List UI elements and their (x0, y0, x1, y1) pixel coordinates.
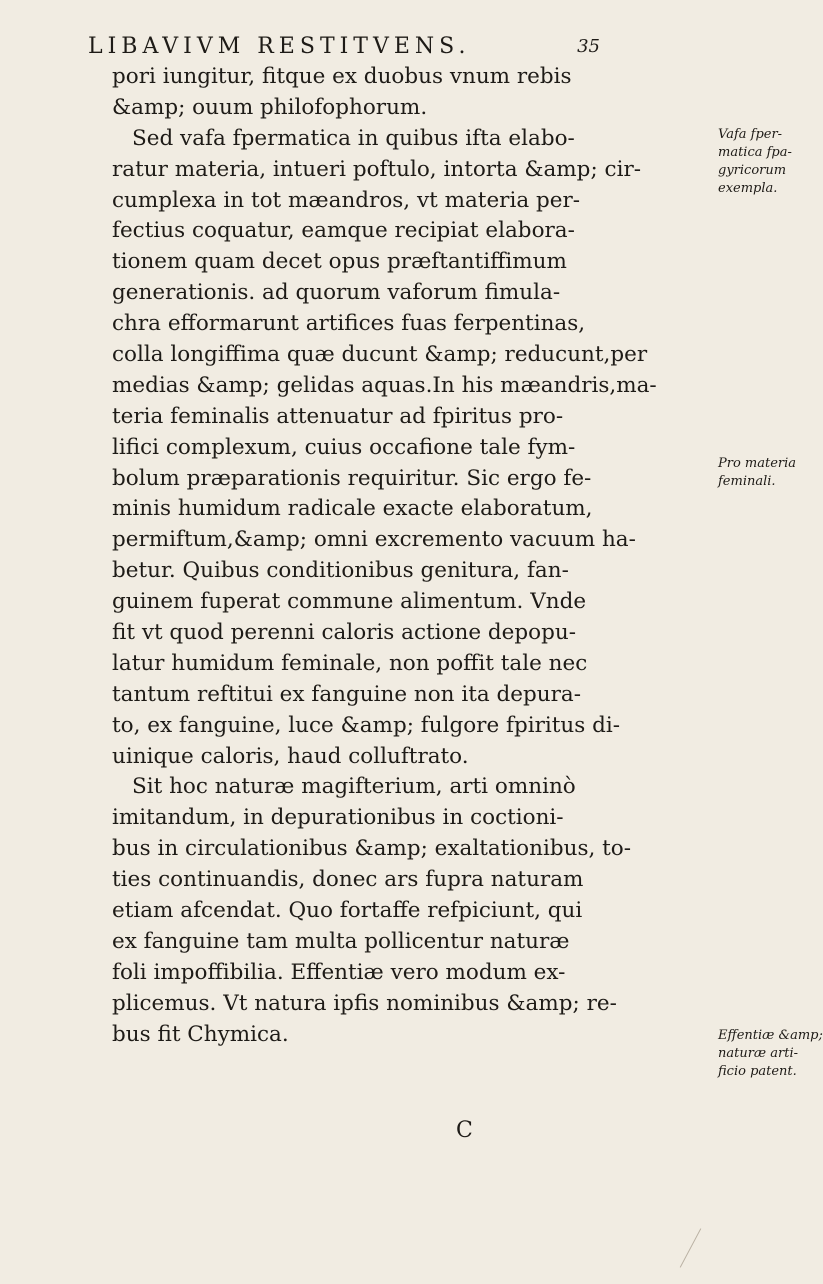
text-line: fectius coquatur, eamque recipiat elabora- (112, 218, 575, 244)
margin-note-line: ficio patent. (718, 1064, 797, 1079)
text-line: ratur materia, intueri poftulo, intorta &amp; cir- (112, 156, 641, 182)
page-number: 35 (577, 36, 600, 57)
page-header (88, 30, 688, 64)
margin-note-line: matica fpa- (718, 145, 792, 160)
text-line: lifici complexum, cuius occafione tale fym- (112, 434, 576, 460)
paper-mark (680, 1228, 702, 1267)
text-line: uinique caloris, haud colluftrato. (112, 743, 469, 769)
margin-note-line: Effentiæ &amp; (718, 1028, 823, 1043)
margin-note-line: naturæ arti- (718, 1046, 799, 1061)
margin-note-line: exempla. (718, 181, 778, 196)
text-line: plicemus. Vt natura ipfis nominibus &amp; re- (112, 990, 617, 1016)
margin-note-vasa (718, 126, 800, 198)
signature-mark: C (456, 1118, 473, 1143)
text-line: ties continuandis, donec ars fupra naturam (112, 867, 584, 893)
margin-note-essentiae (718, 1027, 823, 1081)
text-line: tantum reftitui ex fanguine non ita depura- (112, 681, 581, 707)
text-line: tionem quam decet opus præftantiffimum (112, 249, 567, 275)
text-line: bus in circulationibus &amp; exaltationibus, to- (112, 836, 632, 862)
text-line: generationis. ad quorum vaforum fimula- (112, 280, 561, 306)
text-line: chra efformarunt artifices fuas ferpentinas, (112, 311, 586, 337)
text-line: to, ex fanguine, luce &amp; fulgore fpiritus di- (112, 712, 621, 738)
text-line: colla longiffima quæ ducunt &amp; reducunt,per (112, 342, 648, 368)
text-line: permiftum,&amp; omni excremento vacuum ha- (112, 527, 636, 553)
text-line: foli impoffibilia. Effentiæ vero modum ex- (112, 959, 566, 985)
text-line: imitandum, in depurationibus in coctioni- (112, 805, 564, 831)
text-line: etiam afcendat. Quo fortaffe refpiciunt, qui (112, 898, 583, 924)
text-line: betur. Quibus conditionibus genitura, fan- (112, 558, 569, 584)
text-line: pori iungitur, fitque ex duobus vnum rebis (112, 64, 572, 89)
running-head: LIBAVIVM RESTITVENS. (88, 34, 471, 59)
margin-note-line: feminali. (718, 474, 776, 489)
text-line: teria feminalis attenuatur ad fpiritus pro- (112, 403, 564, 429)
body-text (112, 62, 712, 1051)
text-line: latur humidum feminale, non poffit tale nec (112, 650, 588, 676)
text-line: guinem fuperat commune alimentum. Vnde (112, 589, 587, 615)
text-line: ex fanguine tam multa pollicentur naturæ (112, 928, 570, 954)
margin-note-line: Pro materia (718, 456, 797, 471)
margin-note-materia (718, 455, 800, 491)
text-line: medias &amp; gelidas aquas.In his mæandris,ma- (112, 372, 657, 398)
margin-note-line: gyricorum (718, 163, 787, 178)
text-line: Sed vafa fpermatica in quibus ifta elabo- (132, 125, 575, 151)
text-line: bolum præparationis requiritur. Sic ergo fe- (112, 465, 592, 491)
text-line: &amp; ouum philofophorum. (112, 94, 428, 120)
text-line: cumplexa in tot mæandros, vt materia per- (112, 187, 581, 213)
text-line: minis humidum radicale exacte elaboratum, (112, 496, 593, 522)
text-line: fit vt quod perenni caloris actione depopu- (112, 620, 576, 646)
margin-note-line: Vafa fper- (718, 127, 783, 142)
text-line: bus fit Chymica. (112, 1021, 289, 1047)
text-line: Sit hoc naturæ magifterium, arti omninò (132, 774, 576, 800)
